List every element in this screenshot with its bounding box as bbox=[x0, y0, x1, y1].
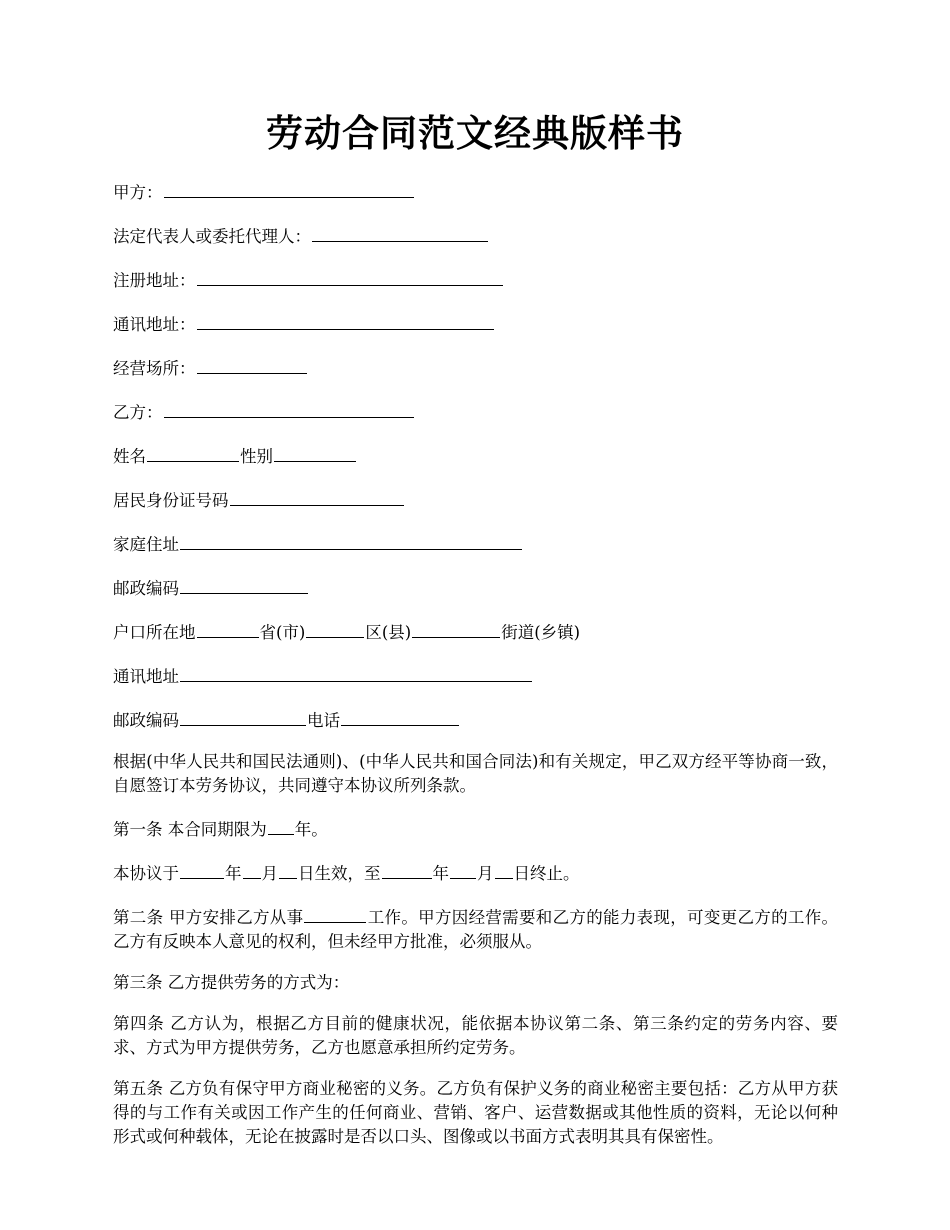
validity-text-2: 年 bbox=[225, 864, 242, 883]
validity-text-1: 本协议于 bbox=[113, 864, 179, 883]
gender-label: 性别 bbox=[240, 447, 273, 466]
article-1-line bbox=[113, 815, 838, 842]
household-street-label: 街道(乡镇) bbox=[501, 623, 581, 642]
representative-line bbox=[113, 222, 838, 249]
party-a-label: 甲方： bbox=[113, 183, 163, 202]
home-address-blank bbox=[180, 530, 522, 550]
business-premises-line bbox=[113, 354, 838, 381]
name-label: 姓名 bbox=[113, 447, 146, 466]
article-2-paragraph bbox=[113, 903, 838, 954]
start-month-blank bbox=[243, 859, 261, 879]
article-3-paragraph: 第三条 乙方提供劳务的方式为： bbox=[113, 973, 350, 992]
business-premises-blank bbox=[197, 354, 307, 374]
party-a-blank bbox=[164, 178, 414, 198]
name-blank bbox=[147, 442, 239, 462]
validity-text-4: 日生效，至 bbox=[298, 864, 381, 883]
id-number-label: 居民身份证号码 bbox=[113, 491, 229, 510]
article-2-blank bbox=[304, 903, 366, 923]
household-province-label: 省(市) bbox=[259, 623, 306, 642]
validity-text-3: 月 bbox=[261, 864, 278, 883]
party-a-mailing-address-line bbox=[113, 310, 838, 337]
article-5-paragraph: 第五条 乙方负有保守甲方商业秘密的义务。乙方负有保护义务的商业秘密主要包括：乙方从甲方获得的与工作有关或因工作产生的任何商业、营销、客户、运营数据或其他性质的资料，无论以何种形式或何种载体，无论在披露时是否以口头、图像或以书面方式表明其具有保密性。 bbox=[113, 1079, 838, 1146]
document-body bbox=[113, 178, 838, 1166]
phone-blank bbox=[341, 706, 459, 726]
representative-label: 法定代表人或委托代理人： bbox=[113, 227, 311, 246]
representative-blank bbox=[312, 222, 488, 242]
document-title: 劳动合同范文经典版样书 bbox=[266, 111, 684, 155]
household-district-label: 区(县) bbox=[365, 623, 412, 642]
article-1-prefix: 第一条 本合同期限为 bbox=[113, 820, 267, 839]
start-year-blank bbox=[180, 859, 224, 879]
party-a-mailing-address-blank bbox=[197, 310, 494, 330]
household-line bbox=[113, 618, 838, 645]
home-address-line bbox=[113, 530, 838, 557]
validity-text-7: 日终止。 bbox=[513, 864, 580, 883]
party-a-line bbox=[113, 178, 838, 205]
registered-address-line bbox=[113, 266, 838, 293]
start-day-blank bbox=[279, 859, 297, 879]
name-gender-line bbox=[113, 442, 838, 469]
party-b-label: 乙方： bbox=[113, 403, 163, 422]
household-label: 户口所在地 bbox=[113, 623, 196, 642]
postal-code-blank bbox=[180, 574, 308, 594]
party-a-mailing-address-label: 通讯地址： bbox=[113, 315, 196, 334]
postal-code-label: 邮政编码 bbox=[113, 579, 179, 598]
postal-code-label-2: 邮政编码 bbox=[113, 711, 179, 730]
household-street-blank bbox=[412, 618, 500, 638]
home-address-label: 家庭住址 bbox=[113, 535, 179, 554]
registered-address-blank bbox=[197, 266, 503, 286]
end-month-blank bbox=[450, 859, 476, 879]
validity-line bbox=[113, 859, 838, 886]
end-year-blank bbox=[382, 859, 432, 879]
article-2-suffix: 工作。甲方因经营需要和乙方的能力表现，可变更乙方的工作。乙方有反映本人意见的权利，但未经甲方批准，必须服从。 bbox=[113, 908, 838, 951]
article-2-prefix: 第二条 甲方安排乙方从事 bbox=[113, 908, 304, 927]
party-b-mailing-address-label: 通讯地址 bbox=[113, 667, 179, 686]
gender-blank bbox=[274, 442, 356, 462]
party-b-blank bbox=[164, 398, 414, 418]
article-4-paragraph: 第四条 乙方认为，根据乙方目前的健康状况，能依据本协议第二条、第三条约定的劳务内容、要求、方式为甲方提供劳务，乙方也愿意承担所约定劳务。 bbox=[113, 1014, 838, 1057]
registered-address-label: 注册地址： bbox=[113, 271, 196, 290]
party-b-line bbox=[113, 398, 838, 425]
end-day-blank bbox=[495, 859, 513, 879]
preamble-paragraph: 根据(中华人民共和国民法通则)、(中华人民共和国合同法)和有关规定，甲乙双方经平等协商一致，自愿签订本劳务协议，共同遵守本协议所列条款。 bbox=[113, 752, 838, 795]
validity-text-6: 月 bbox=[477, 864, 494, 883]
id-number-line bbox=[113, 486, 838, 513]
household-province-blank bbox=[197, 618, 259, 638]
postal-code-line bbox=[113, 574, 838, 601]
id-number-blank bbox=[230, 486, 404, 506]
article-1-blank bbox=[268, 815, 294, 835]
party-b-mailing-address-blank bbox=[180, 662, 532, 682]
business-premises-label: 经营场所： bbox=[113, 359, 196, 378]
article-1-suffix: 年。 bbox=[294, 820, 328, 839]
party-b-mailing-address-line bbox=[113, 662, 838, 689]
postal-code-blank-2 bbox=[180, 706, 306, 726]
postal-phone-line bbox=[113, 706, 838, 733]
validity-text-5: 年 bbox=[432, 864, 449, 883]
phone-label: 电话 bbox=[307, 711, 340, 730]
household-district-blank bbox=[306, 618, 364, 638]
